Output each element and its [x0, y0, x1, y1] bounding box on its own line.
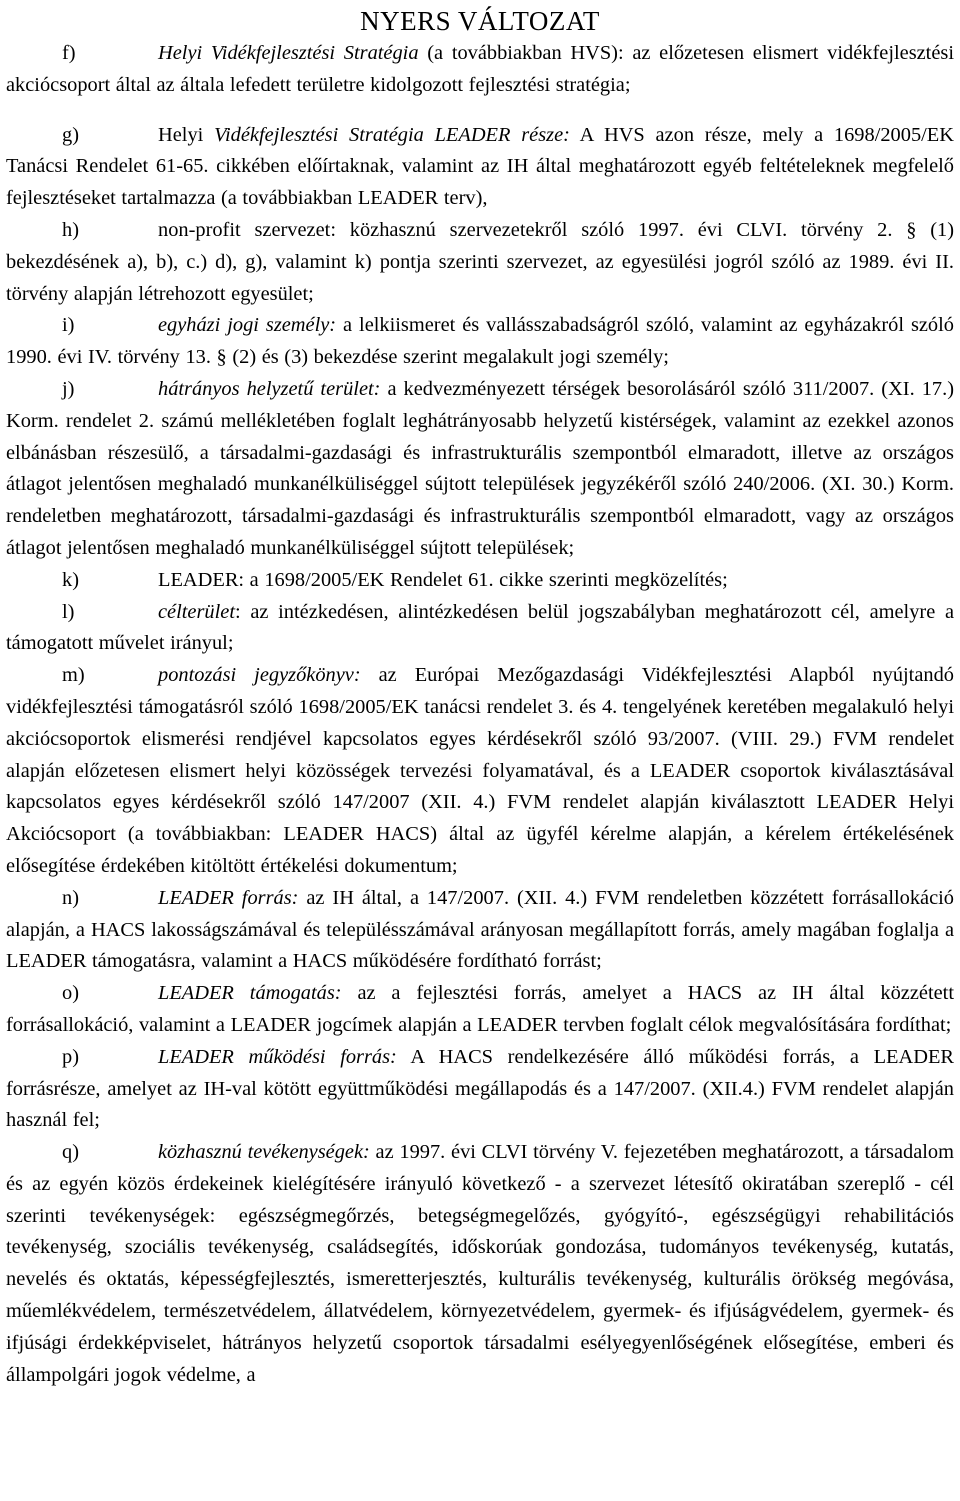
definition-g: [6, 120, 954, 215]
definition-letter: i): [62, 314, 75, 337]
definition-text: LEADER: a 1698/2005/EK Rendelet 61. cikke szerinti megközelítés;: [158, 568, 728, 591]
definition-k: [6, 565, 954, 597]
definition-letter: h): [62, 218, 79, 241]
definition-term: LEADER támogatás:: [158, 982, 342, 1005]
definition-term: közhasznú tevékenységek:: [158, 1141, 370, 1164]
definition-text: a lelkiismeret és vallásszabadságról szóló, valamint az egyházakról szóló 1990. évi IV. törvény 13. § (2) és (3) bekezdése szerint megalakult jogi személy;: [6, 314, 954, 369]
definition-text: : az intézkedésen, alintézkedésen belül jogszabályban meghatározott cél, amelyre a támogatott művelet irányul;: [6, 600, 954, 655]
definition-text: az Európai Mezőgazdasági Vidékfejlesztési Alapból nyújtandó vidékfejlesztési támogatásról szóló 1698/2005/EK tanácsi rendelet 3. és 4. tengelyének keretében megalakuló helyi akciócsoportok elismerési rendjével kapcsolatos egyes kérdésekről szóló 93/2007. (VIII. 29.) FVM rendelet alapján előzetesen elismert helyi közösségek tervezési folyamatával, és a LEADER csoportok kiválasztásával kapcsolatos egyes kérdésekről szóló 147/2007 (XII. 4.) FVM rendelet alapján kiválasztott LEADER Helyi Akciócsoport (a továbbiakban: LEADER HACS) által az ügyfél kérelme alapján, a kérelem értékelésének elősegítése érdekében kitöltött értékelési dokumentum;: [6, 664, 954, 877]
definition-letter: j): [62, 377, 75, 400]
definition-text: az IH által, a 147/2007. (XII. 4.) FVM rendeletben közzétett forrásallokáció alapján, a HACS lakosságszámával és településszámával arányosan megállapított forrás, amely magában foglalja a LEADER támogatásra, valamint a HACS működésére fordítható forrást;: [6, 886, 955, 973]
definition-term: Helyi Vidékfejlesztési Stratégia: [158, 42, 419, 64]
document-title: NYERS VÁLTOZAT: [360, 6, 600, 36]
definition-text: A HVS azon része, mely a 1698/2005/EK Tanácsi Rendelet 61-65. cikkében előírtaknak, valamint az IH által meghatározott egyéb feltételeknek megfelelő fejlesztéseket tartalmazza (a továbbiakban LEADER terv),: [6, 123, 954, 210]
definition-pre: Helyi: [158, 123, 215, 146]
definition-term: LEADER működési forrás:: [158, 1045, 397, 1068]
definition-letter: g): [62, 123, 79, 146]
definition-term: pontozási jegyzőkönyv:: [158, 664, 361, 687]
definition-letter: l): [62, 600, 75, 623]
definition-p: [6, 1042, 954, 1137]
definition-text: A HACS rendelkezésére álló működési forrás, a LEADER forrásrésze, amelyet az IH-val kötött együttműködési megállapodás és a 147/2007. (XII.4.) FVM rendelet alapján használ fel;: [6, 1045, 954, 1132]
definition-text: non-profit szervezet: közhasznú szervezetekről szóló 1997. évi CLVI. törvény 2. § (1) bekezdésének a), b), c.) d), g), valamint k) pontja szerinti szervezet, az egyesülési jogról szóló az 1989. évi II. törvény alapján létrehozott egyesület;: [6, 218, 954, 305]
definition-j: [6, 374, 954, 565]
definition-letter: f): [62, 42, 76, 64]
definition-letter: m): [62, 664, 85, 687]
definition-h: [6, 215, 954, 310]
definition-term: célterület: [158, 600, 235, 623]
definition-f: [6, 38, 954, 102]
definition-text: a kedvezményezett térségek besorolásáról szóló 311/2007. (XI. 17.) Korm. rendelet 2. számú mellékletében foglalt leghátrányosabb helyzetű kistérségek, valamint az ezekkel azonos elbánásban részesülő, a társadalmi-gazdasági és infrastrukturális szempontból elmaradott, illetve az országos átlagot jelentősen meghaladó munkanélküliséggel sújtott települések jegyzékéről szóló 240/2006. (XI. 30.) Korm. rendeletben meghatározott, társadalmi-gazdasági és infrastrukturális szempontból elmaradott, vagy az országos átlagot jelentősen meghaladó munkanélküliséggel sújtott települések;: [6, 377, 954, 559]
definition-term: Vidékfejlesztési Stratégia LEADER része:: [214, 123, 570, 146]
definition-o: [6, 978, 954, 1042]
definition-text: az 1997. évi CLVI törvény V. fejezetében meghatározott, a társadalom és az egyén közös érdekeinek kielégítésére irányuló következő - a szervezet létesítő okiratában szereplő - cél szerinti tevékenységek: egészségmegőrzés, betegségmegelőzés, gyógyító-, egészségügyi rehabilitációs tevékenység, szociális tevékenység, családsegítés, időskorúak gondozása, tudományos tevékenység, kutatás, nevelés és oktatás, képességfejlesztés, ismeretterjesztés, kulturális tevékenység, kulturális örökség megóvása, műemlékvédelem, természetvédelem, állatvédelem, környezetvédelem, gyermek- és ifjúságvédelem, gyermek- és ifjúsági érdekképviselet, hátrányos helyzetű csoportok társadalmi esélyegyenlőségének elősegítése, emberi és állampolgári jogok védelme, a: [6, 1141, 954, 1386]
definition-l: [6, 597, 954, 661]
definition-letter: k): [62, 568, 79, 591]
definition-letter: n): [62, 886, 79, 909]
definition-letter: q): [62, 1141, 79, 1164]
definition-i: [6, 310, 954, 374]
definition-letter: p): [62, 1045, 79, 1068]
definition-n: [6, 883, 954, 978]
definition-term: LEADER forrás:: [158, 886, 299, 909]
definition-term: hátrányos helyzetű terület:: [158, 377, 381, 400]
definition-text: az a fejlesztési forrás, amelyet a HACS az IH által közzétett forrásallokáció, valamint a LEADER jogcímek alapján a LEADER tervben foglalt célok megvalósítására fordíthat;: [6, 982, 954, 1036]
definition-m: [6, 660, 954, 883]
definition-letter: o): [62, 982, 79, 1005]
definition-text: (a továbbiakban HVS): az előzetesen elismert vidékfejlesztési akciócsoport által az általa lefedett területre kidolgozott fejlesztési stratégia;: [6, 42, 954, 96]
definition-term: egyházi jogi személy:: [158, 314, 337, 337]
definition-q: [6, 1137, 954, 1391]
paragraph-gap: [6, 102, 954, 120]
